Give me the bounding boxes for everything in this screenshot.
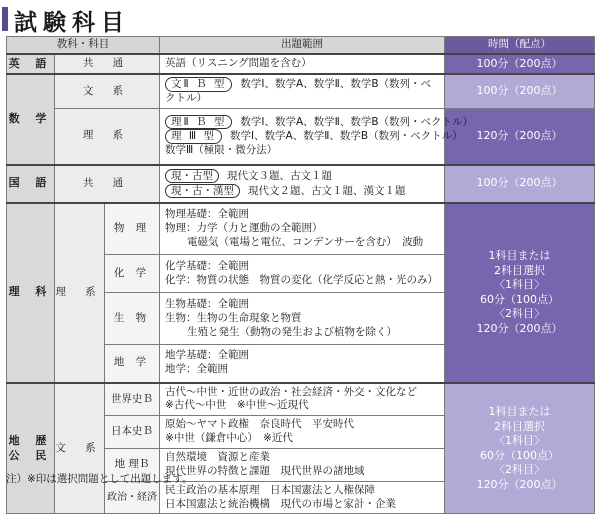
- math-rikei-type1-badge: 理Ⅱ Ｂ 型: [165, 115, 232, 130]
- japanese-line-2: [165, 184, 439, 199]
- social-time-line-4: 60分（100点）: [480, 448, 560, 462]
- japanese-type1-badge: 現・古型: [165, 169, 219, 184]
- social-time-line-1: 1科目または: [488, 404, 551, 418]
- japanese-category: 国 語: [7, 165, 55, 203]
- math-rikei-time: 120分（200点）: [445, 109, 595, 165]
- science-time-line-3: 〈1科目〉: [494, 278, 546, 292]
- math-rikei-line-2: [165, 129, 463, 144]
- japanese-time: 100分（200点）: [445, 165, 595, 203]
- english-time: 100分（200点）: [445, 54, 595, 75]
- social-category: [7, 383, 55, 514]
- math-rikei-type2-badge: 理 Ⅲ 型: [165, 129, 222, 144]
- biology-line-1: 生物基礎：全範囲: [165, 297, 250, 310]
- header-row: [7, 37, 595, 54]
- science-time-line-1: 1科目または: [488, 249, 551, 263]
- math-bunkei-sub: 文 系: [55, 74, 160, 108]
- title-accent-bar: [2, 7, 8, 31]
- politics-scope-cell: [160, 481, 445, 514]
- social-time-line-2: 2科目選択: [494, 419, 546, 433]
- social-category-1: 地 歴: [8, 434, 53, 448]
- physics-scope-cell: [160, 203, 445, 255]
- social-sub: 文 系: [55, 383, 105, 514]
- exam-subjects-table: [6, 36, 595, 514]
- japanese-history-name: 日本史Ｂ: [105, 416, 160, 449]
- science-time-line-5: 〈2科目〉: [494, 307, 546, 321]
- math-rikei-scope1: 数学Ⅰ、数学A、数学Ⅱ、数学B（数列・ベクトル）: [240, 115, 474, 128]
- physics-line-3: 電磁気（電場と電位、コンデンサーを含む） 波動: [187, 235, 424, 248]
- social-time: [445, 383, 595, 514]
- japanese-history-line-2: ※中世（鎌倉中心） ※近代: [165, 432, 293, 445]
- geography-name: 地 理Ｂ: [105, 449, 160, 482]
- chemistry-scope-cell: [160, 255, 445, 293]
- geology-line-1: 地学基礎：全範囲: [165, 349, 250, 362]
- japanese-line-1: [165, 169, 439, 184]
- social-category-2: 公 民: [8, 448, 53, 462]
- japanese-type2-badge: 現・古・漢型: [165, 184, 240, 199]
- science-physics-row: [7, 203, 595, 255]
- title-area: [0, 2, 600, 36]
- math-rikei-scope3: 数学Ⅲ（極限・微分法）: [165, 144, 278, 157]
- geology-name: 地 学: [105, 345, 160, 383]
- header-time: 時間（配点）: [445, 37, 595, 54]
- physics-name: 物 理: [105, 203, 160, 255]
- world-history-line-1: 古代〜中世・近世の政治・社会経済・外交・文化など: [165, 385, 418, 398]
- physics-line-2: 物理：力学（力と運動の全範囲）: [165, 221, 323, 234]
- science-time: [445, 203, 595, 383]
- geography-scope-cell: [160, 449, 445, 482]
- geography-line-2: 現代世界の特徴と課題 現代世界の諸地域: [165, 464, 365, 477]
- world-history-line-2: ※古代〜中世 ※中世〜近現代: [165, 399, 309, 412]
- geography-line-1: 自然環境 資源と産業: [165, 451, 271, 464]
- physics-line-1: 物理基礎：全範囲: [165, 208, 250, 221]
- math-category: 数 学: [7, 74, 55, 164]
- geology-scope-cell: [160, 345, 445, 383]
- math-bunkei-scope-cell: [160, 74, 445, 108]
- page-title: 試験科目: [14, 10, 130, 36]
- math-bunkei-scope: 数学Ⅰ、数学A、数学Ⅱ、数学B（数列・ベクトル）: [165, 78, 432, 105]
- science-time-line-6: 120分（200点）: [476, 321, 563, 335]
- math-bunkei-type-badge: 文Ⅱ Ｂ 型: [165, 77, 232, 92]
- math-rikei-scope2: 数学Ⅰ、数学A、数学Ⅱ、数学B（数列・ベクトル）: [229, 130, 463, 143]
- english-row: [7, 54, 595, 75]
- politics-name: 政治・経済: [105, 481, 160, 514]
- math-rikei-row: [7, 109, 595, 165]
- chemistry-line-1: 化学基礎：全範囲: [165, 259, 250, 272]
- japanese-sub: 共 通: [55, 165, 160, 203]
- science-sub: 理 系: [55, 203, 105, 383]
- biology-line-2: 生物：生物の生命現象と物質: [165, 311, 302, 324]
- japanese-scope2: 現代文２題、古文１題、漢文１題: [248, 184, 406, 197]
- math-bunkei-row: [7, 74, 595, 108]
- science-time-line-2: 2科目選択: [494, 263, 546, 277]
- english-category: 英 語: [7, 54, 55, 75]
- geology-line-2: 地学：全範囲: [165, 363, 229, 376]
- politics-line-1: 民主政治の基本原理 日本国憲法と人権保障: [165, 483, 376, 496]
- social-world-history-row: [7, 383, 595, 416]
- english-scope: 英語（リスニング問題を含む）: [160, 54, 445, 75]
- math-rikei-sub: 理 系: [55, 109, 160, 165]
- social-time-line-5: 〈2科目〉: [494, 463, 546, 477]
- japanese-scope-cell: [160, 165, 445, 203]
- biology-name: 生 物: [105, 293, 160, 345]
- biology-scope-cell: [160, 293, 445, 345]
- chemistry-line-2: 化学：物質の状態 物質の変化（化学反応と熱・光のみ）: [165, 273, 439, 286]
- math-bunkei-time: 100分（200点）: [445, 74, 595, 108]
- japanese-row: [7, 165, 595, 203]
- math-rikei-scope-cell: [160, 109, 474, 165]
- social-time-line-6: 120分（200点）: [476, 477, 563, 491]
- math-rikei-line-1: [165, 115, 474, 130]
- world-history-scope-cell: [160, 383, 445, 416]
- science-category: 理 科: [7, 203, 55, 383]
- japanese-history-scope-cell: [160, 416, 445, 449]
- japanese-scope1: 現代文３題、古文１題: [227, 169, 333, 182]
- biology-line-3: 生殖と発生（動物の発生および植物を除く）: [187, 325, 398, 338]
- header-scope: 出題範囲: [160, 37, 445, 54]
- footnote: 注）※印は選択問題として出題します。: [6, 473, 193, 485]
- politics-line-2: 日本国憲法と統治機構 現代の市場と家計・企業: [165, 497, 397, 510]
- science-time-line-4: 60分（100点）: [480, 292, 560, 306]
- social-time-line-3: 〈1科目〉: [494, 434, 546, 448]
- english-sub: 共 通: [55, 54, 160, 75]
- chemistry-name: 化 学: [105, 255, 160, 293]
- header-subject: 教科・科目: [7, 37, 160, 54]
- japanese-history-line-1: 原始〜ヤマト政権 奈良時代 平安時代: [165, 418, 355, 431]
- world-history-name: 世界史Ｂ: [105, 383, 160, 416]
